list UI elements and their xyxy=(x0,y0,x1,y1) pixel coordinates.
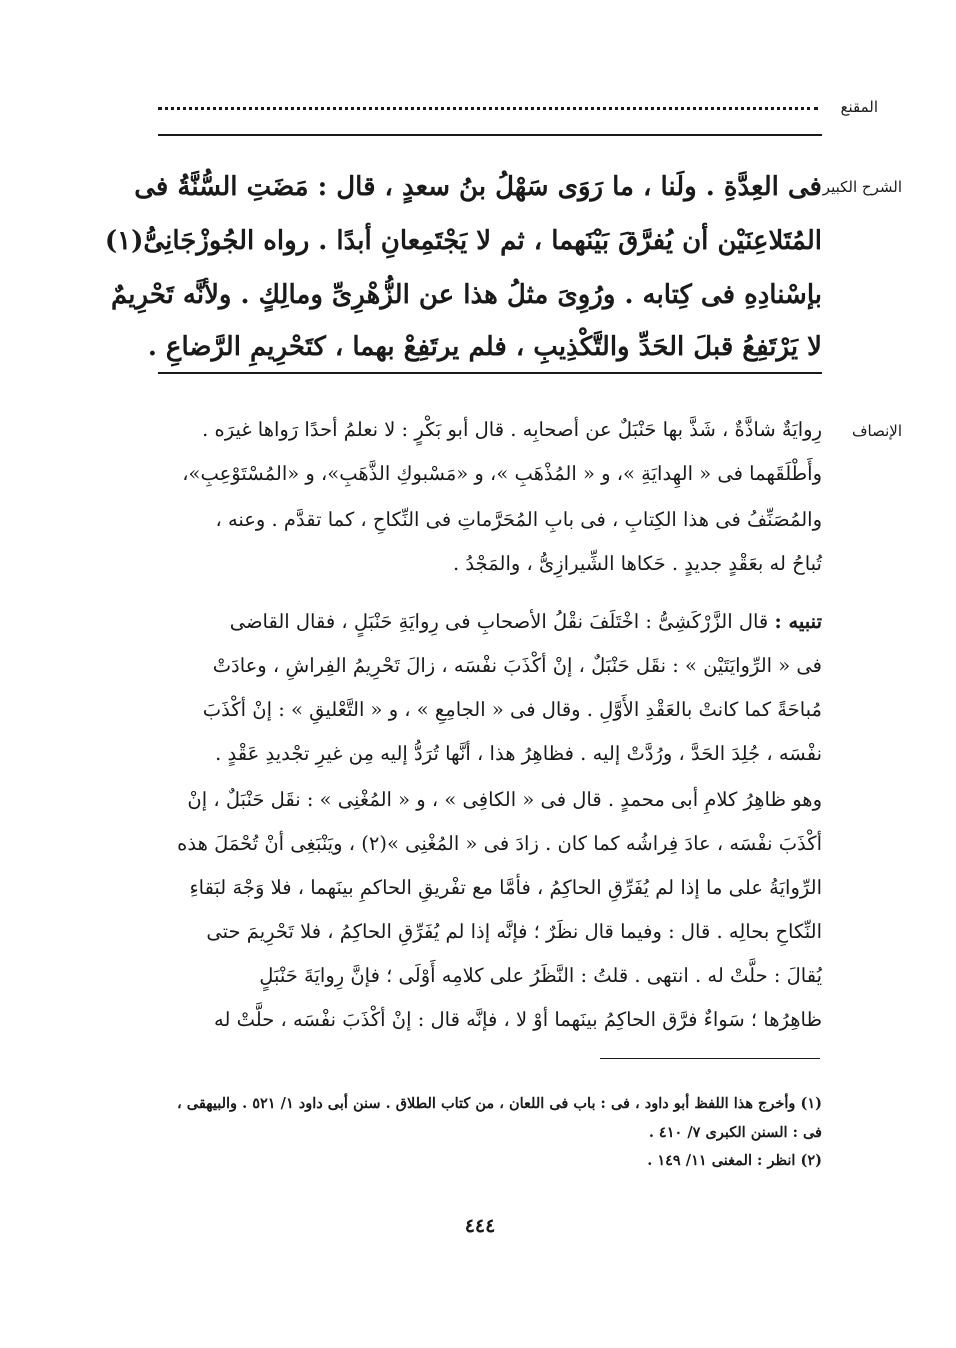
note-line: أكْذَبَ نفْسَه ، عادَ فِراشُه كما كان . زادَ فى « المُغْنِى »(٢) ، ويَنْبَغِى أنْ تُحْمَلَ هذه xyxy=(177,832,822,855)
sharh-line: بإسْنادِهِ فى كِتابه . ورُوِىَ مثلُ هذا عن الزُّهْرِىِّ ومالِكٍ . ولأنَّه تَحْرِيمٌ xyxy=(110,280,822,310)
section-separator-rule xyxy=(158,372,822,374)
note-line: يُقالَ : حلَّتْ له . انتهى . قلتُ : النَّظَرُ على كلامِه أَوْلَى ؛ فإنَّ رِوايَةَ حَنْبَلٍ xyxy=(259,964,822,987)
note-line: وهو ظاهِرُ كلامِ أبى محمدٍ . قال فى « الكافِى » ، و « المُغْنِى » : نقَل حَنْبَلٌ ، إنْ xyxy=(187,788,822,811)
margin-label-sharh: الشرح الكبير xyxy=(822,178,902,196)
insaf-line: وأَطْلَقَهما فى « الهِدايَةِ »، و « المُذْهَبِ »، و «مَسْبوكِ الذَّهَبِ»، و «المُسْتَوْعِبِ»، xyxy=(182,462,822,485)
header-dotted-leader xyxy=(158,92,818,110)
note-line: النِّكاحِ بحالِه . قال : وفيما قال نظَرٌ ؛ فإنَّه إذا لم يُفَرِّقِ الحاكِمُ ، فلا تَحْرِيمَ حتى xyxy=(206,920,822,943)
footnote-1-cont: فى : السنن الكبرى ٧/ ٤١٠ . xyxy=(648,1124,822,1141)
note-line: نفْسَه ، جُلِدَ الحَدَّ ، ورُدَّتْ إليه . فظاهِرُ هذا ، أنَّها تُرَدُّ إليه مِن غيرِ تجْديدِ عَقْدٍ . xyxy=(215,742,822,765)
note-title: تنبيه : xyxy=(774,610,822,633)
sharh-line: لا يَرْتَفِعُ قبلَ الحَدِّ والتَّكْذِيبِ ، فلم يرتَفِعْ بهما ، كتَحْرِيمِ الرَّضاعِ . xyxy=(147,332,822,362)
insaf-line: تُباحُ له بعَقْدٍ جديدٍ . حَكاها الشِّيرازِىُّ ، والمَجْدُ . xyxy=(453,552,822,575)
sharh-line: فى العِدَّةِ . ولَنا ، ما رَوَى سَهْلُ بنُ سعدٍ ، قال : مَضَتِ السُّنَّةُ فى xyxy=(134,172,822,202)
note-line: مُباحَةً كما كانتْ بالعَقْدِ الأَوَّلِ . وقال فى « الجامِعِ » ، و « التَّعْليقِ » : إنْ أكْذَبَ xyxy=(202,698,822,721)
page-number: ٤٤٤ xyxy=(464,1215,496,1237)
note-line: فى « الرِّوايَتَيْن » : نقَل حَنْبَلٌ ، إنْ أكْذَبَ نفْسَه ، زالَ تَحْرِيمُ الفِراشِ ، وعادَتْ xyxy=(212,654,822,677)
footnote-1: (١) وأخرج هذا اللفظ أبو داود ، فى : باب فى اللعان ، من كتاب الطلاق . سنن أبى داود ١/ ٥٢١ . والبيهقى ، xyxy=(177,1095,822,1112)
footnote-rule xyxy=(600,1058,820,1059)
insaf-line: والمُصَنِّفُ فى هذا الكِتابِ ، فى بابِ المُحَرَّماتِ فى النِّكاحِ ، كما تقدَّم . وعنه ، xyxy=(215,508,822,531)
note-line-first xyxy=(230,610,822,633)
note-line: الرِّوايَةُ على ما إذا لم يُفَرِّقِ الحاكِمُ ، فأمَّا مع تفْريقِ الحاكمِ بينَهما ، فلا وَجْهَ لبَقاءِ xyxy=(189,876,822,899)
note-line: قال الزَّرْكَشِىُّ : اخْتَلَفَ نقْلُ الأصحابِ فى رِوايَةِ حَنْبَلٍ ، فقال القاضى xyxy=(229,610,769,633)
running-title: المقنع xyxy=(840,98,878,116)
header-rule xyxy=(158,134,822,136)
sharh-line: المُتَلاعِنَيْن أن يُفرَّقَ بَيْنَهما ، ثم لا يَجْتَمِعانِ أبدًا . رواه الجُوزْجَانِىُّ(١) xyxy=(104,226,822,256)
insaf-line: رِوايَةٌ شاذَّةٌ ، شَذَّ بها حَنْبَلٌ عن أصحابِه . قال أبو بَكْرٍ : لا نعلمُ أحدًا رَواها غيرَه . xyxy=(202,418,822,441)
margin-label-insaf: الإنصاف xyxy=(851,422,902,440)
note-line: ظاهِرُها ؛ سَواءٌ فرَّق الحاكِمُ بينَهما أوْ لا ، فإنَّه قال : إنْ أكْذَبَ نفْسَه ، حلَّتْ له xyxy=(214,1008,822,1031)
footnote-2: (٢) انظر : المغنى ١١/ ١٤٩ . xyxy=(647,1152,822,1169)
